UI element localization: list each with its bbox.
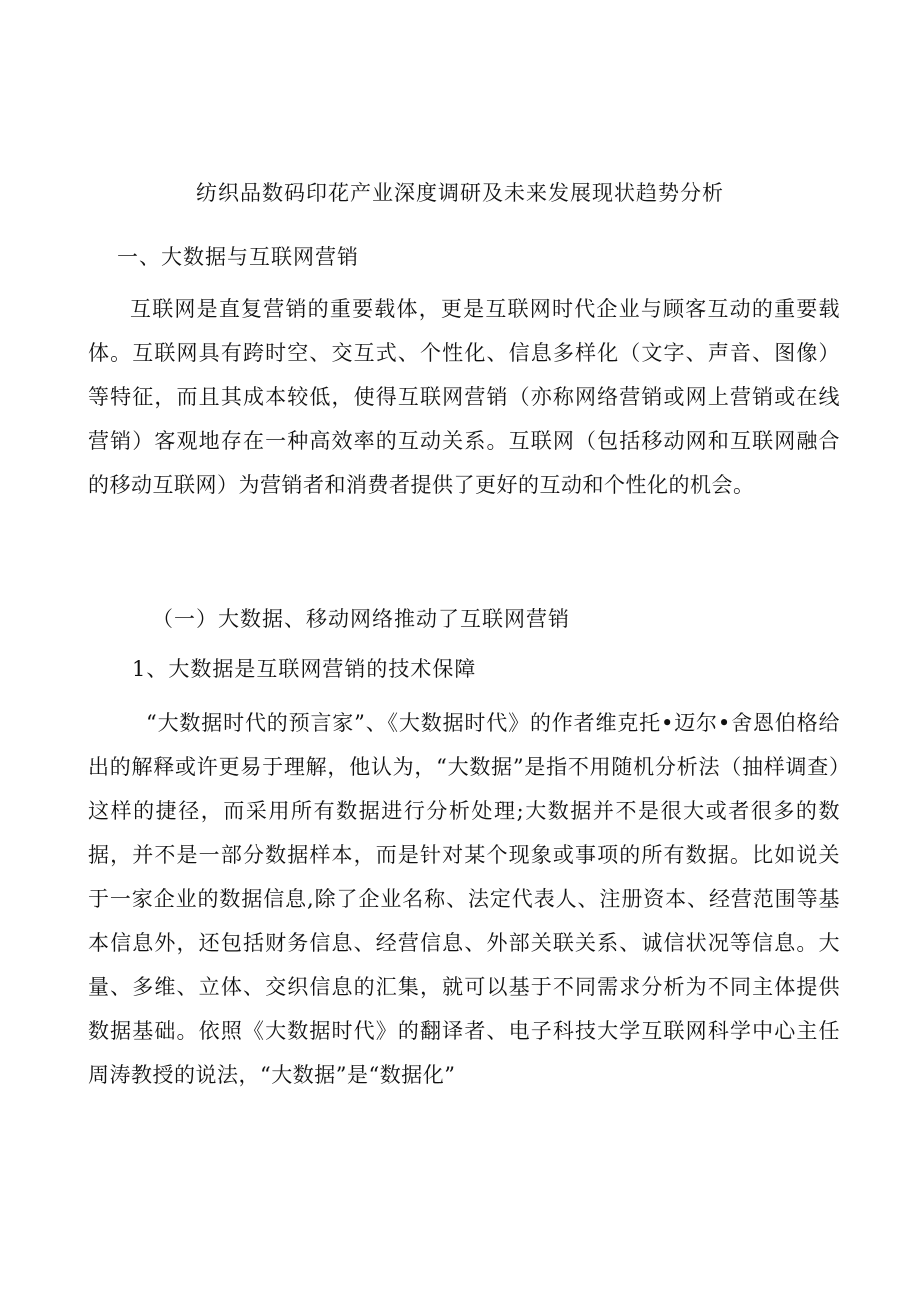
body-paragraph: “大数据时代的预言家”、《大数据时代》的作者维克托•迈尔•舍恩伯格给出的解释或许更易于理解，他认为，“大数据”是指不用随机分析法（抽样调查）这样的捷径，而采用所有数据进行分析处理;大数据并不是很大或者很多的数据，并不是一部分数据样本，而是针对某个现象或事项的所有数据。比如说关于一家企业的数据信息,除了企业名称、法定代表人、注册资本、经营范围等基本信息外，还包括财务信息、经营信息、外部关联关系、诚信状况等信息。大量、多维、立体、交织信息的汇集，就可以基于不同需求分析为不同主体提供数据基础。依照《大数据时代》的翻译者、电子科技大学互联网科学中心主任周涛教授的说法，“大数据”是“数据化” <box>88 711 840 1087</box>
body-paragraph: 互联网是直复营销的重要载体，更是互联网时代企业与顾客互动的重要载体。互联网具有跨时空、交互式、个性化、信息多样化（文字、声音、图像）等特征，而且其成本较低，使得互联网营销（亦称网络营销或网上营销或在线营销）客观地存在一种高效率的互动关系。互联网（包括移动网和互联网融合的移动互联网）为营销者和消费者提供了更好的互动和个性化的机会。 <box>88 297 840 497</box>
subsection-heading: （一）大数据、移动网络推动了互联网营销 <box>152 607 570 631</box>
item-heading: 1、大数据是互联网营销的技术保障 <box>132 657 477 681</box>
section-heading: 一、大数据与互联网营销 <box>117 245 359 269</box>
document-title: 纺织品数码印花产业深度调研及未来发展现状趋势分析 <box>196 181 724 205</box>
